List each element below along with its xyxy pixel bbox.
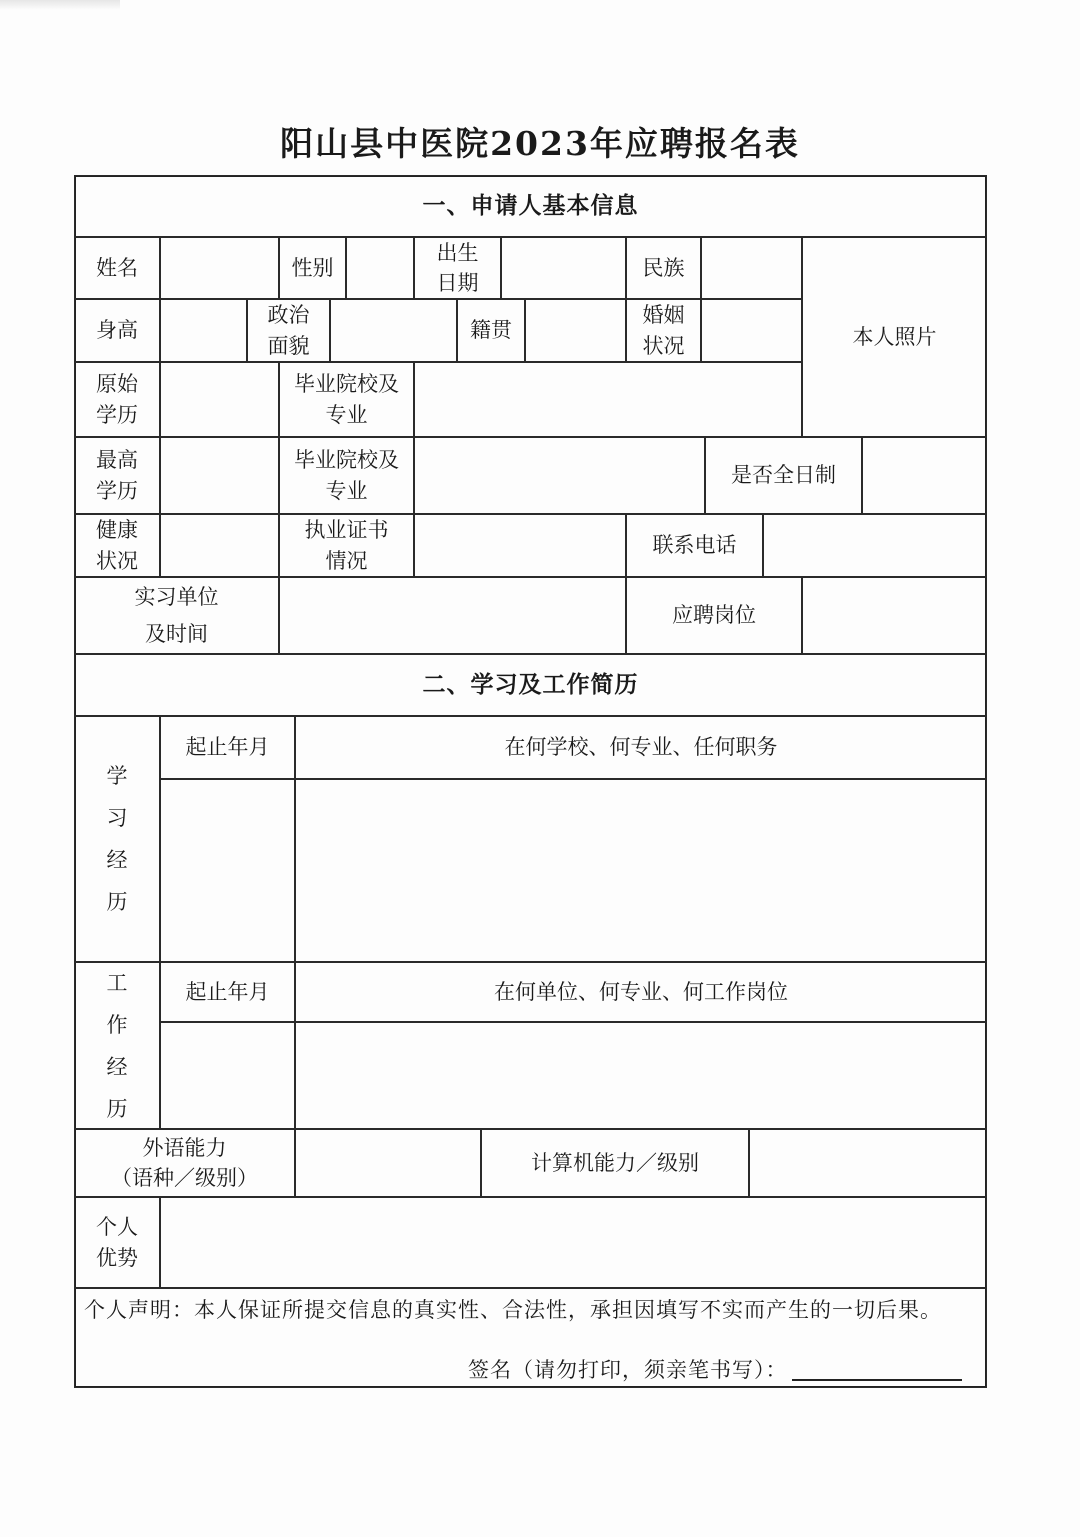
signature-label: 签名（请勿打印，须亲笔书写）： [468,1358,788,1382]
section-basic-info-header: 一、申请人基本信息 [74,175,987,237]
input-strengths[interactable] [160,1197,987,1288]
label-name: 姓名 [74,237,160,299]
label-height: 身高 [74,299,160,362]
input-name[interactable] [160,237,279,299]
input-computer-skill[interactable] [749,1129,987,1197]
label-work-history [74,962,160,1129]
label-phone: 联系电话 [626,514,763,577]
label-work-period: 起止年月 [160,962,295,1022]
label-full-time: 是否全日制 [705,437,862,514]
input-phone[interactable] [763,514,987,577]
label-study-history [74,716,160,962]
input-position[interactable] [802,577,987,654]
label-birth-date: 出生 日期 [414,237,501,299]
study-history-char: 习 [106,806,128,830]
personal-declaration: 个人声明：本人保证所提交信息的真实性、合法性，承担因填写不实而产生的一切后果。 [84,1298,942,1322]
input-native-place[interactable] [525,299,626,362]
label-grad-school-major-2: 毕业院校及 专业 [279,437,414,514]
label-political-status: 政治 面貌 [247,299,330,362]
label-health: 健康 状况 [74,514,160,577]
label-original-education: 原始 学历 [74,362,160,437]
study-history-char: 经 [106,848,128,872]
input-work-period[interactable] [160,1022,295,1129]
input-study-period[interactable] [160,779,295,962]
input-birth-date[interactable] [501,237,626,299]
label-computer-skill: 计算机能力／级别 [481,1129,749,1197]
input-internship[interactable] [279,577,626,654]
input-height[interactable] [160,299,247,362]
label-native-place: 籍贯 [457,299,525,362]
input-full-time[interactable] [862,437,987,514]
input-study-description[interactable] [295,779,987,962]
input-ethnicity[interactable] [701,237,802,299]
study-history-char: 学 [106,764,128,788]
input-license[interactable] [414,514,626,577]
label-strengths: 个人 优势 [74,1197,160,1288]
label-internship: 实习单位 及时间 [74,577,279,654]
input-gender[interactable] [346,237,414,299]
input-health[interactable] [160,514,279,577]
input-work-description[interactable] [295,1022,987,1129]
scan-edge-shadow [0,0,120,10]
input-highest-education[interactable] [160,437,279,514]
photo-box[interactable]: 本人照片 [802,237,987,437]
label-study-period: 起止年月 [160,716,295,779]
form-title: 阳山县中医院2023年应聘报名表 [280,124,800,163]
label-grad-school-major-1: 毕业院校及 专业 [279,362,414,437]
label-study-description: 在何学校、何专业、任何职务 [295,716,987,779]
work-history-char: 历 [106,1096,128,1121]
input-grad-school-major-1[interactable] [414,362,802,437]
section-history-header: 二、学习及工作简历 [74,654,987,716]
input-grad-school-major-2[interactable] [414,437,705,514]
input-political-status[interactable] [330,299,457,362]
input-original-education[interactable] [160,362,279,437]
label-ethnicity: 民族 [626,237,701,299]
work-history-char: 作 [106,1012,128,1037]
work-history-char: 工 [106,970,128,995]
input-foreign-language[interactable] [295,1129,481,1197]
label-foreign-language: 外语能力 （语种／级别） [74,1129,295,1197]
label-highest-education: 最高 学历 [74,437,160,514]
signature-line[interactable] [792,1379,962,1381]
label-work-description: 在何单位、何专业、何工作岗位 [295,962,987,1022]
input-marital-status[interactable] [701,299,802,362]
study-history-char: 历 [106,890,128,914]
label-position: 应聘岗位 [626,577,802,654]
label-marital-status: 婚姻 状况 [626,299,701,362]
label-license: 执业证书 情况 [279,514,414,577]
label-gender: 性别 [279,237,346,299]
work-history-char: 经 [106,1054,128,1079]
